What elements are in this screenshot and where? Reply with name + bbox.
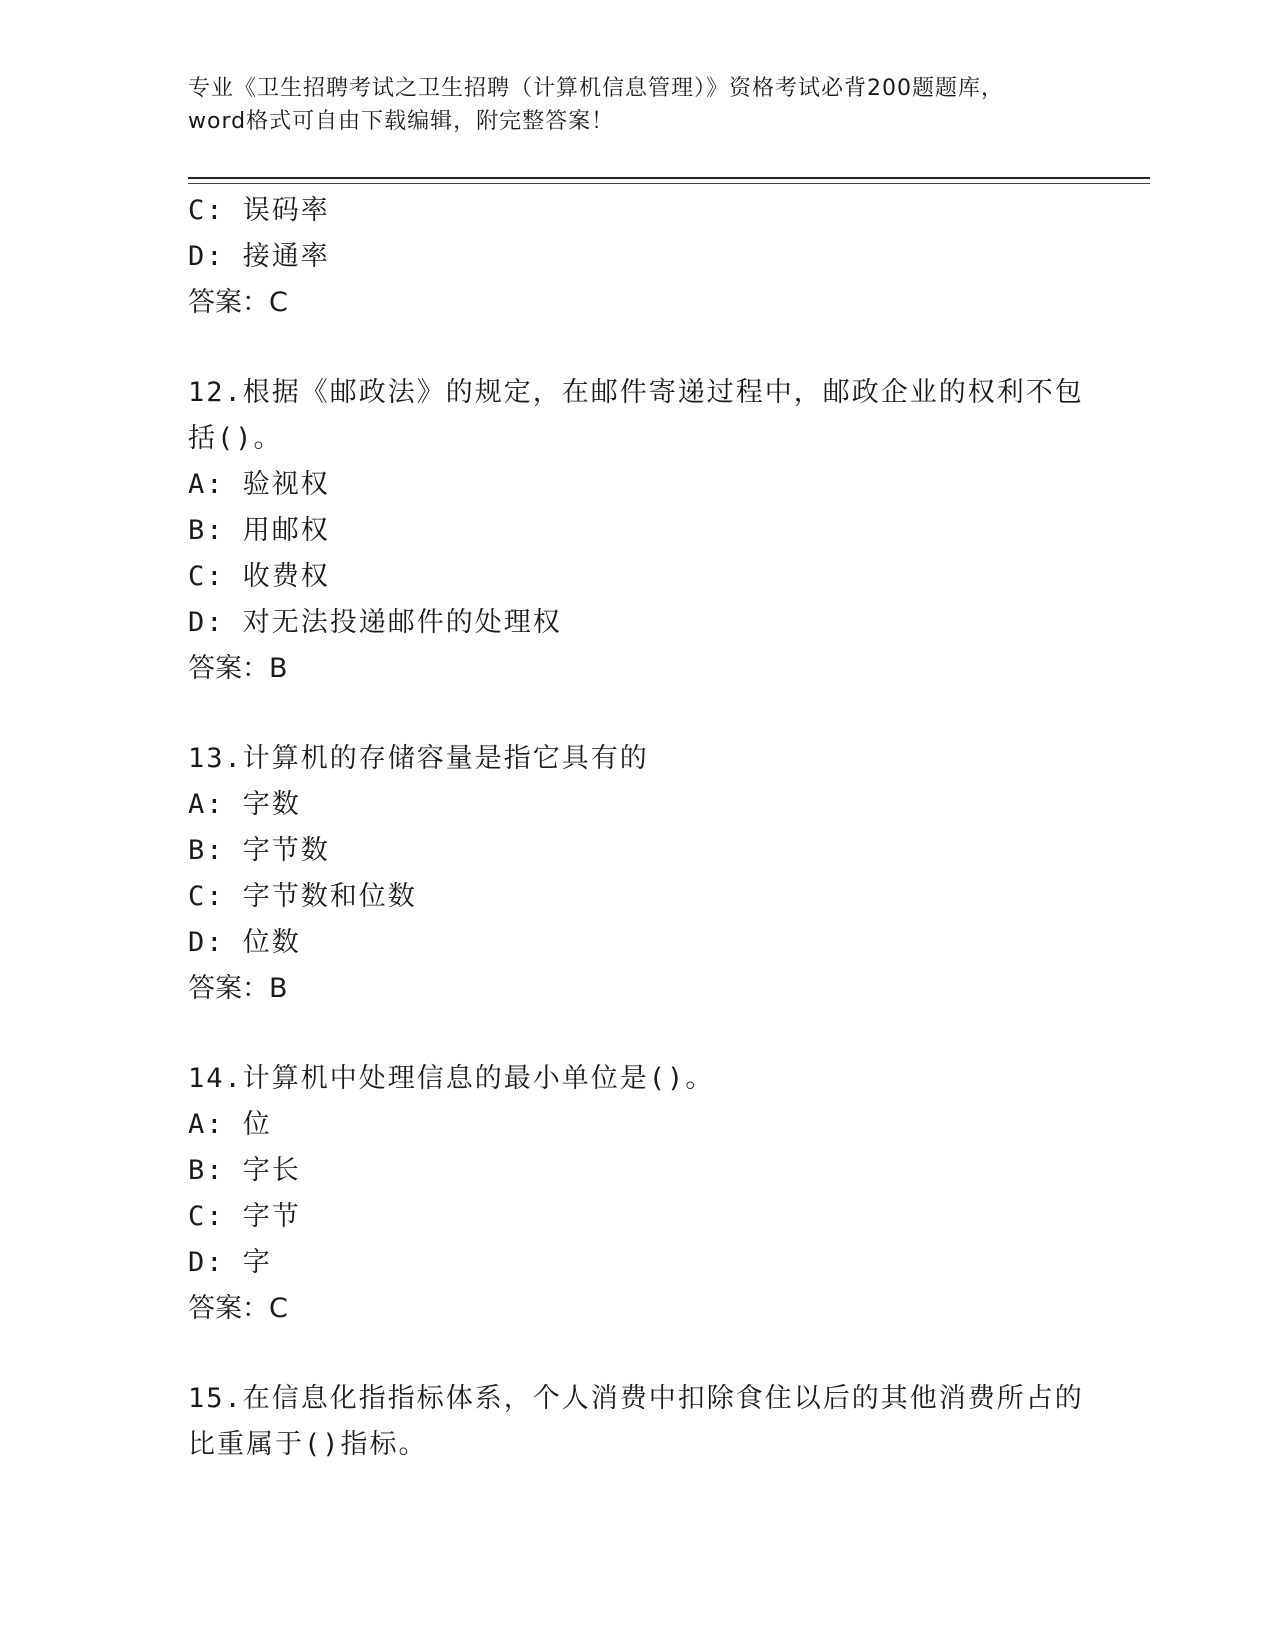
- spacer: [188, 1012, 1088, 1056]
- question-stem-continued: 括()。: [188, 423, 283, 454]
- spacer: [188, 326, 1088, 370]
- header-divider-thick: [188, 177, 1150, 179]
- question-14: [188, 1056, 1088, 1332]
- option-c: C: 收费权: [188, 561, 330, 592]
- header-divider-thin: [188, 183, 1150, 184]
- question-stem: 14.计算机中处理信息的最小单位是()。: [188, 1063, 715, 1094]
- spacer: [188, 1332, 1088, 1376]
- option-c: C: 字节: [188, 1201, 301, 1232]
- question-stem-continued: 比重属于()指标。: [188, 1429, 428, 1460]
- question-stem: 13.计算机的存储容量是指它具有的: [188, 743, 649, 774]
- option-a: A: 位: [188, 1109, 272, 1140]
- spacer: [188, 692, 1088, 736]
- option-b: B: 用邮权: [188, 515, 330, 546]
- document-header: [188, 72, 1088, 138]
- question-partial: [188, 188, 1088, 326]
- option-c: C: 误码率: [188, 195, 330, 226]
- answer-line: 答案：B: [188, 653, 288, 684]
- header-line-1: 专业《卫生招聘考试之卫生招聘（计算机信息管理）》资格考试必背200题题库，: [188, 76, 1004, 101]
- answer-line: 答案：C: [188, 1293, 288, 1324]
- question-12: [188, 370, 1088, 692]
- option-d: D: 字: [188, 1247, 272, 1278]
- question-list: [188, 188, 1088, 1468]
- question-13: [188, 736, 1088, 1012]
- option-d: D: 位数: [188, 927, 301, 958]
- option-b: B: 字长: [188, 1155, 301, 1186]
- option-c: C: 字节数和位数: [188, 881, 417, 912]
- answer-line: 答案：C: [188, 287, 288, 318]
- option-a: A: 字数: [188, 789, 301, 820]
- option-a: A: 验视权: [188, 469, 330, 500]
- question-15: [188, 1376, 1088, 1468]
- option-b: B: 字节数: [188, 835, 330, 866]
- header-line-2: word格式可自由下载编辑，附完整答案！: [188, 109, 615, 134]
- question-stem: 12.根据《邮政法》的规定，在邮件寄递过程中，邮政企业的权利不包: [188, 377, 1084, 408]
- question-stem: 15.在信息化指指标体系，个人消费中扣除食住以后的其他消费所占的: [188, 1383, 1084, 1414]
- answer-line: 答案：B: [188, 973, 288, 1004]
- option-d: D: 对无法投递邮件的处理权: [188, 607, 562, 638]
- option-d: D: 接通率: [188, 241, 330, 272]
